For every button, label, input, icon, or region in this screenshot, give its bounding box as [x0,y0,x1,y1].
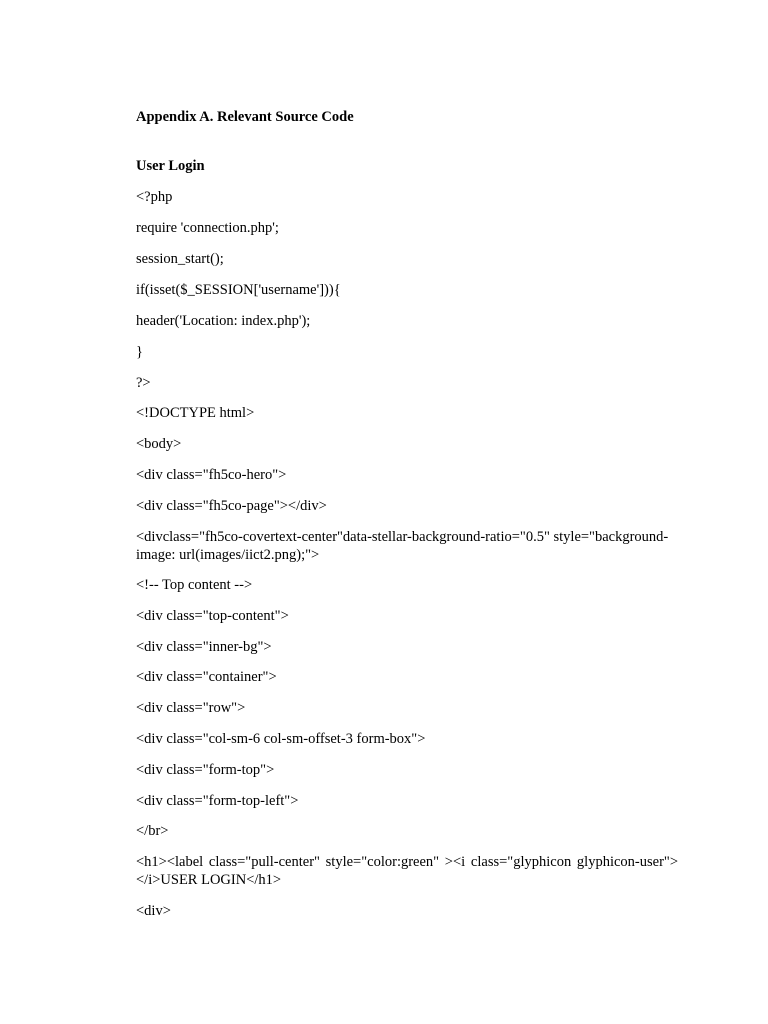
code-line: ?> [136,375,151,391]
code-line: <div class="inner-bg"> [136,639,272,655]
appendix-title: Appendix A. Relevant Source Code [136,109,354,125]
code-line: <div class="container"> [136,669,277,685]
code-line: <!-- Top content --> [136,577,253,593]
code-line: <divclass="fh5co-covertext-center"data-stellar-background-ratio="0.5" style="background-image: url(images/iict2.png);"> [136,529,669,563]
code-line: if(isset($_SESSION['username'])){ [136,282,341,298]
code-line: <div class="col-sm-6 col-sm-offset-3 form-box"> [136,731,426,747]
code-line: <h1><label class="pull-center" style="color:green" ><i class="glyphicon glyphicon-user"></i>USER LOGIN</h1> [136,854,678,888]
code-line: <div class="row"> [136,700,246,716]
code-line: session_start(); [136,251,224,267]
code-line: <body> [136,436,182,452]
code-line: <?php [136,189,173,205]
code-line: <div class="top-content"> [136,608,289,624]
code-line: <div class="fh5co-page"></div> [136,498,327,514]
code-line: </br> [136,823,169,839]
code-line: header('Location: index.php'); [136,313,311,329]
code-line: <!DOCTYPE html> [136,405,255,421]
code-line: <div class="form-top"> [136,762,275,778]
code-line: <div class="form-top-left"> [136,793,299,809]
code-line: <div class="fh5co-hero"> [136,467,287,483]
code-line: <div> [136,903,171,919]
code-line: require 'connection.php'; [136,220,279,236]
code-line: } [136,344,143,360]
section-heading: User Login [136,158,205,174]
